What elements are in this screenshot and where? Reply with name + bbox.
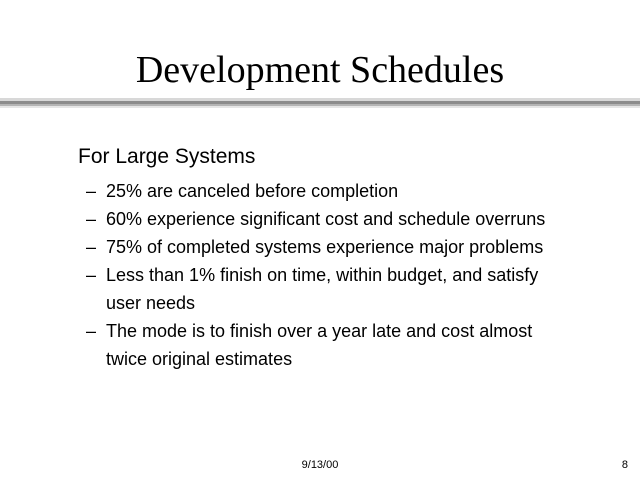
section-heading: For Large Systems — [78, 145, 256, 168]
list-item-text: Less than 1% finish on time, within budget, and satisfy user needs — [106, 265, 539, 313]
slide-body — [78, 143, 578, 373]
list-item — [78, 205, 576, 233]
footer-date: 9/13/00 — [301, 459, 339, 471]
title-divider — [0, 98, 640, 108]
dash-bullet: – — [86, 321, 97, 341]
list-item-text: The mode is to finish over a year late and cost almost twice original estimates — [106, 321, 533, 369]
list-item-text: 60% experience significant cost and schedule overruns — [106, 209, 546, 229]
list-item-text: 75% of completed systems experience major problems — [106, 237, 544, 257]
list-item — [78, 233, 576, 261]
dash-bullet: – — [86, 209, 97, 229]
list-item — [78, 317, 576, 373]
list-item — [78, 177, 576, 205]
bullet-list — [78, 177, 578, 373]
dash-bullet: – — [86, 181, 97, 201]
list-item — [78, 261, 576, 317]
list-item-text: 25% are canceled before completion — [106, 181, 399, 201]
dash-bullet: – — [86, 265, 97, 285]
slide-title: Development Schedules — [135, 49, 505, 91]
dash-bullet: – — [86, 237, 97, 257]
page-number: 8 — [621, 459, 628, 471]
